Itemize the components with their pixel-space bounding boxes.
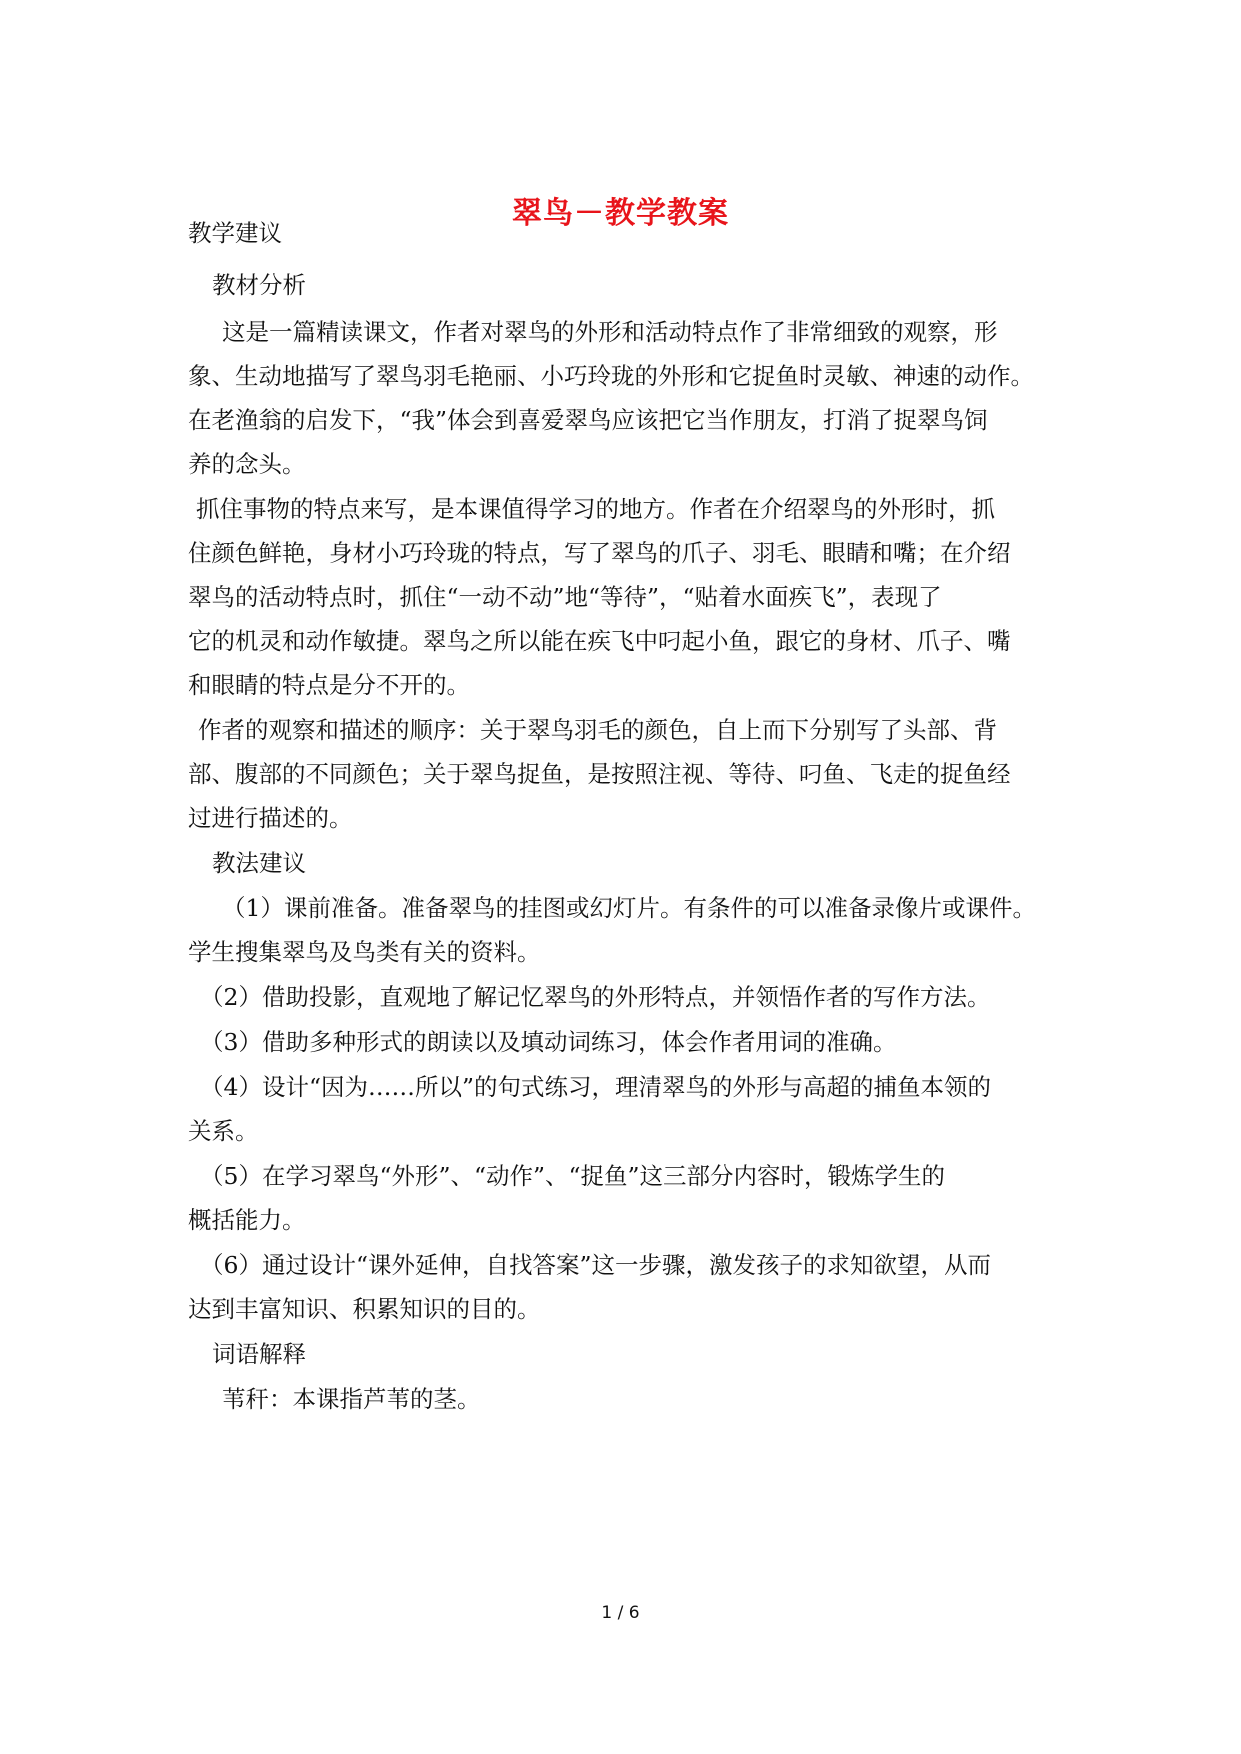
text-line: 学生搜集翠鸟及鸟类有关的资料。 (188, 938, 541, 966)
text-line: 和眼睛的特点是分不开的。 (188, 671, 470, 699)
text-line: 过进行描述的。 (188, 804, 353, 832)
text-line: 翠鸟的活动特点时，抓住“一动不动”地“等待”，“贴着水面疾飞”，表现了 (188, 583, 942, 611)
text-line: （1）课前准备。准备翠鸟的挂图或幻灯片。有条件的可以准备录像片或课件。 (222, 894, 1036, 922)
text-line: 达到丰富知识、积累知识的目的。 (188, 1295, 541, 1323)
text-line: 抓住事物的特点来写，是本课值得学习的地方。作者在介绍翠鸟的外形时，抓 (196, 495, 995, 523)
text-line: （4）设计“因为……所以”的句式练习，理清翠鸟的外形与高超的捕鱼本领的 (200, 1073, 991, 1101)
text-line: 关系。 (188, 1117, 259, 1145)
text-line: 在老渔翁的启发下，“我”体会到喜爱翠鸟应该把它当作朋友，打消了捉翠鸟饲 (188, 406, 988, 434)
text-line: 养的念头。 (188, 450, 306, 478)
text-line: （6）通过设计“课外延伸，自找答案”这一步骤，激发孩子的求知欲望，从而 (200, 1251, 991, 1279)
text-line: 部、腹部的不同颜色；关于翠鸟捉鱼，是按照注视、等待、叼鱼、飞走的捉鱼经 (188, 760, 1011, 788)
text-line: （2）借助投影，直观地了解记忆翠鸟的外形特点，并领悟作者的写作方法。 (200, 983, 991, 1011)
text-line: 概括能力。 (188, 1206, 306, 1234)
document-title: 翠鸟－教学教案 (512, 196, 729, 231)
text-line: （5）在学习翠鸟“外形”、“动作”、“捉鱼”这三部分内容时，锻炼学生的 (200, 1162, 946, 1190)
text-line: 住颜色鲜艳，身材小巧玲珑的特点，写了翠鸟的爪子、羽毛、眼睛和嘴；在介绍 (188, 539, 1011, 567)
text-line: 教材分析 (212, 271, 306, 299)
text-line: 象、生动地描写了翠鸟羽毛艳丽、小巧玲珑的外形和它捉鱼时灵敏、神速的动作。 (188, 362, 1034, 390)
text-line: 苇秆：本课指芦苇的茎。 (222, 1385, 481, 1413)
text-line: 这是一篇精读课文，作者对翠鸟的外形和活动特点作了非常细致的观察，形 (222, 318, 998, 346)
text-line: 作者的观察和描述的顺序：关于翠鸟羽毛的颜色，自上而下分别写了头部、背 (198, 716, 997, 744)
text-line: 教法建议 (212, 849, 306, 877)
page-number: 1 / 6 (601, 1603, 640, 1623)
text-line: 它的机灵和动作敏捷。翠鸟之所以能在疾飞中叼起小鱼，跟它的身材、爪子、嘴 (188, 627, 1011, 655)
text-line: 词语解释 (212, 1340, 306, 1368)
text-line: （3）借助多种形式的朗读以及填动词练习，体会作者用词的准确。 (200, 1028, 897, 1056)
text-line: 教学建议 (188, 219, 282, 247)
